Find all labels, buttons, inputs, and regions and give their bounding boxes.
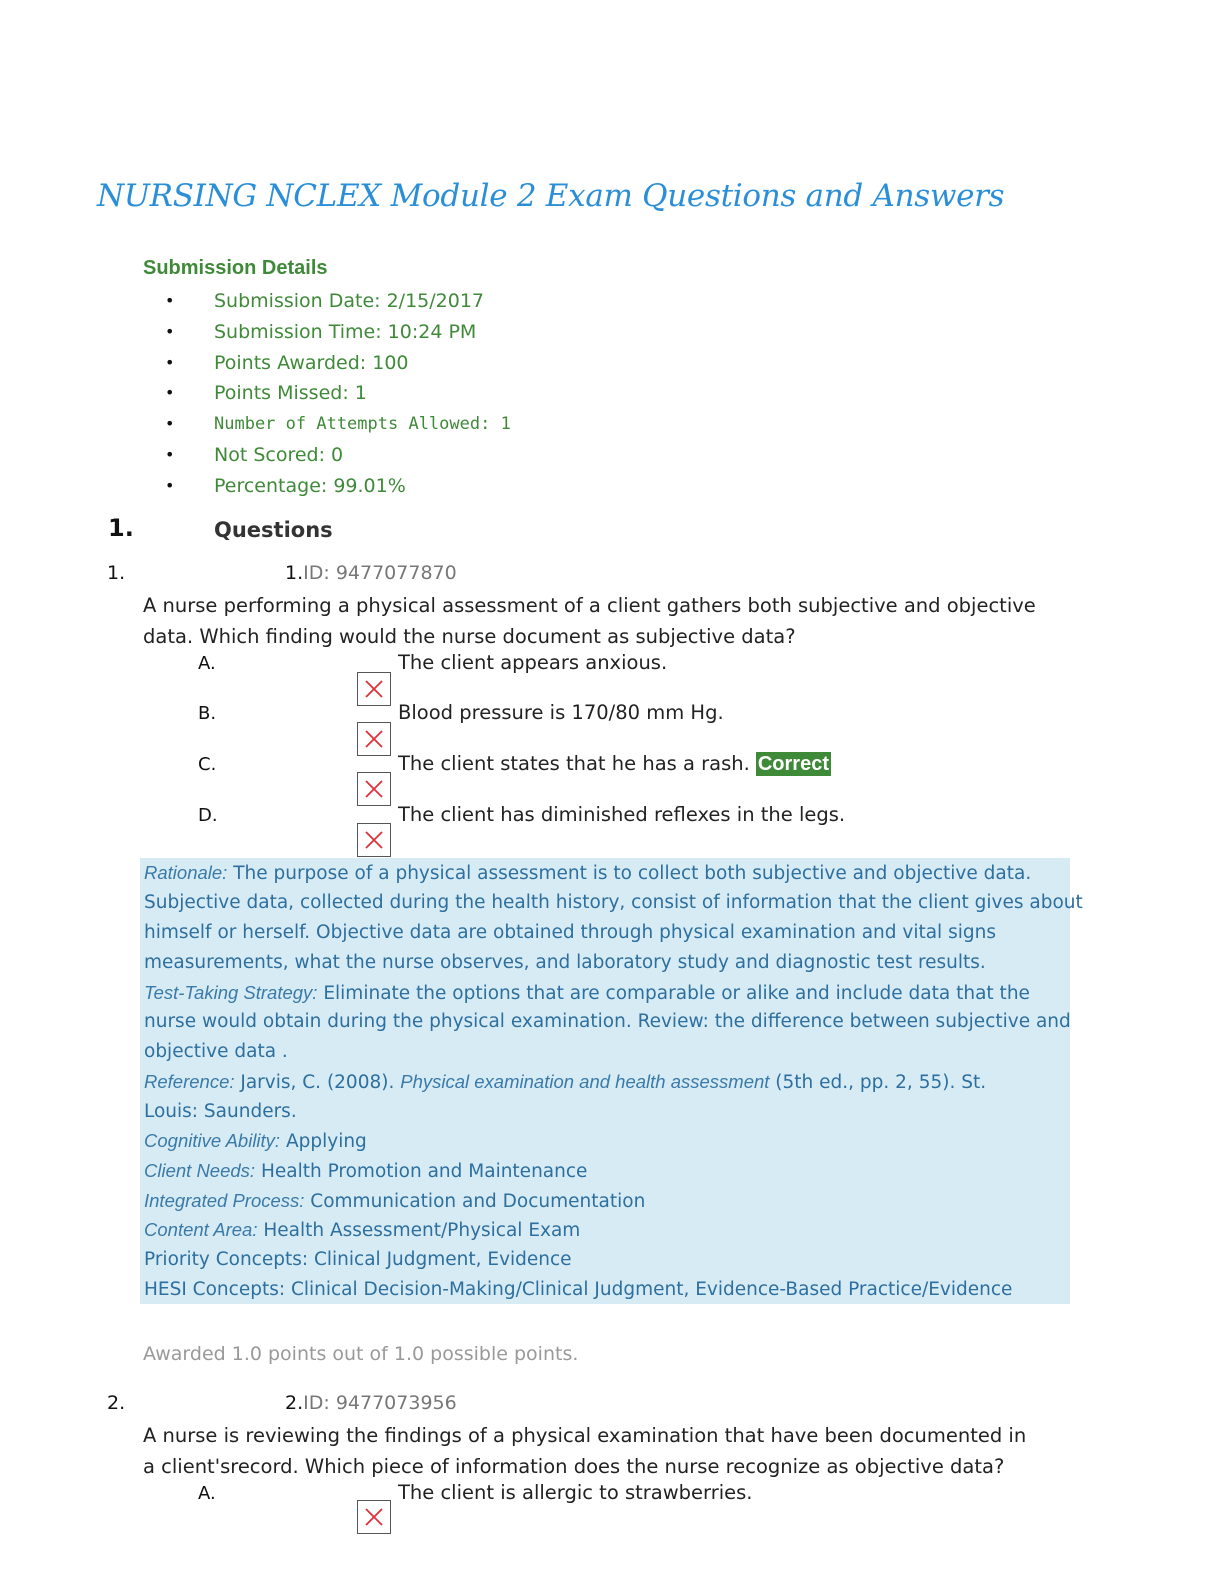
q2-option-a-checkbox[interactable] xyxy=(357,1500,391,1534)
rationale-panel xyxy=(140,858,1083,1304)
percentage: • Percentage: 99.01% xyxy=(165,474,406,497)
correct-badge: Correct xyxy=(757,753,829,775)
x-mark-icon xyxy=(364,679,384,699)
strategy-line-2: nurse would obtain during the physical examination. Review: the difference between subjective and xyxy=(144,1011,1071,1032)
client-needs: Client Needs: Health Promotion and Maintenance xyxy=(144,1160,588,1182)
question-1-id: 1.ID: 9477077870 xyxy=(285,562,457,584)
question-1-text: A nurse performing a physical assessment of a client gathers both subjective and objective data. Which finding would the nurse document as subjective data? xyxy=(143,594,1036,648)
rationale-line-3: himself or herself. Objective data are obtained through physical examination and vital signs xyxy=(144,922,996,943)
question-2-number: 2. xyxy=(107,1392,126,1414)
points-awarded: • Points Awarded: 100 xyxy=(165,351,409,374)
x-mark-icon xyxy=(364,779,384,799)
question-2-id: 2.ID: 9477073956 xyxy=(285,1392,457,1414)
option-c-checkbox[interactable] xyxy=(357,772,391,806)
option-b-checkbox[interactable] xyxy=(357,722,391,756)
option-d-checkbox[interactable] xyxy=(357,823,391,857)
attempts-allowed: • Number of Attempts Allowed: 1 xyxy=(165,414,511,435)
rationale-line-4: measurements, what the nurse observes, and laboratory study and diagnostic test results. xyxy=(144,952,986,973)
option-a-letter: A. xyxy=(198,653,216,674)
option-d-letter: D. xyxy=(198,805,218,826)
option-c-row xyxy=(398,752,831,776)
strategy-line-3: objective data . xyxy=(144,1041,288,1062)
not-scored: • Not Scored: 0 xyxy=(165,443,344,466)
priority-concepts: Priority Concepts: Clinical Judgment, Evidence xyxy=(144,1249,572,1270)
option-b-text: Blood pressure is 170/80 mm Hg. xyxy=(398,701,724,724)
q2-option-a-text: The client is allergic to strawberries. xyxy=(398,1481,753,1504)
q2-option-a-letter: A. xyxy=(198,1483,216,1504)
submission-date: • Submission Date: 2/15/2017 xyxy=(165,290,485,312)
submission-time: • Submission Time: 10:24 PM xyxy=(165,320,477,343)
reference-line-1: Reference: Jarvis, C. (2008). Physical examination and health assessment (5th ed., pp. 2, 55). St. xyxy=(144,1071,987,1093)
option-a-text: The client appears anxious. xyxy=(398,651,668,674)
question-1-number: 1. xyxy=(107,562,126,584)
option-a-checkbox[interactable] xyxy=(357,672,391,706)
rationale-line-2: Subjective data, collected during the health history, consist of information that the client gives about xyxy=(144,892,1083,913)
reference-line-2: Louis: Saunders. xyxy=(144,1101,297,1122)
section-number: 1. xyxy=(108,514,134,542)
option-d-text: The client has diminished reflexes in the legs. xyxy=(398,803,846,826)
document-title: NURSING NCLEX Module 2 Exam Questions and Answers xyxy=(97,178,1005,214)
section-title: Questions xyxy=(214,518,333,542)
option-c-letter: C. xyxy=(198,754,217,775)
cognitive-ability: Cognitive Ability: Applying xyxy=(144,1130,367,1152)
option-b-letter: B. xyxy=(198,703,217,724)
hesi-concepts: HESI Concepts: Clinical Decision-Making/Clinical Judgment, Evidence-Based Practice/Evidence xyxy=(144,1279,1013,1300)
x-mark-icon xyxy=(364,830,384,850)
question-2-text: A nurse is reviewing the findings of a physical examination that have been documented in a client'srecord. Which piece of information does the nurse recognize as objective data? xyxy=(143,1424,1027,1478)
integrated-process: Integrated Process: Communication and Documentation xyxy=(144,1190,646,1212)
x-mark-icon xyxy=(364,1507,384,1527)
option-c-text: The client states that he has a rash. xyxy=(398,752,750,775)
points-missed: • Points Missed: 1 xyxy=(165,382,367,405)
awarded-points: Awarded 1.0 points out of 1.0 possible points. xyxy=(143,1343,579,1365)
strategy-line-1: Test-Taking Strategy: Eliminate the options that are comparable or alike and include data that the xyxy=(144,982,1030,1004)
x-mark-icon xyxy=(364,729,384,749)
submission-details-heading: Submission Details xyxy=(143,257,328,279)
submission-details-list xyxy=(165,286,511,502)
content-area: Content Area: Health Assessment/Physical Exam xyxy=(144,1219,581,1241)
rationale-line-1: Rationale: The purpose of a physical assessment is to collect both subjective and objective data. xyxy=(144,862,1032,884)
